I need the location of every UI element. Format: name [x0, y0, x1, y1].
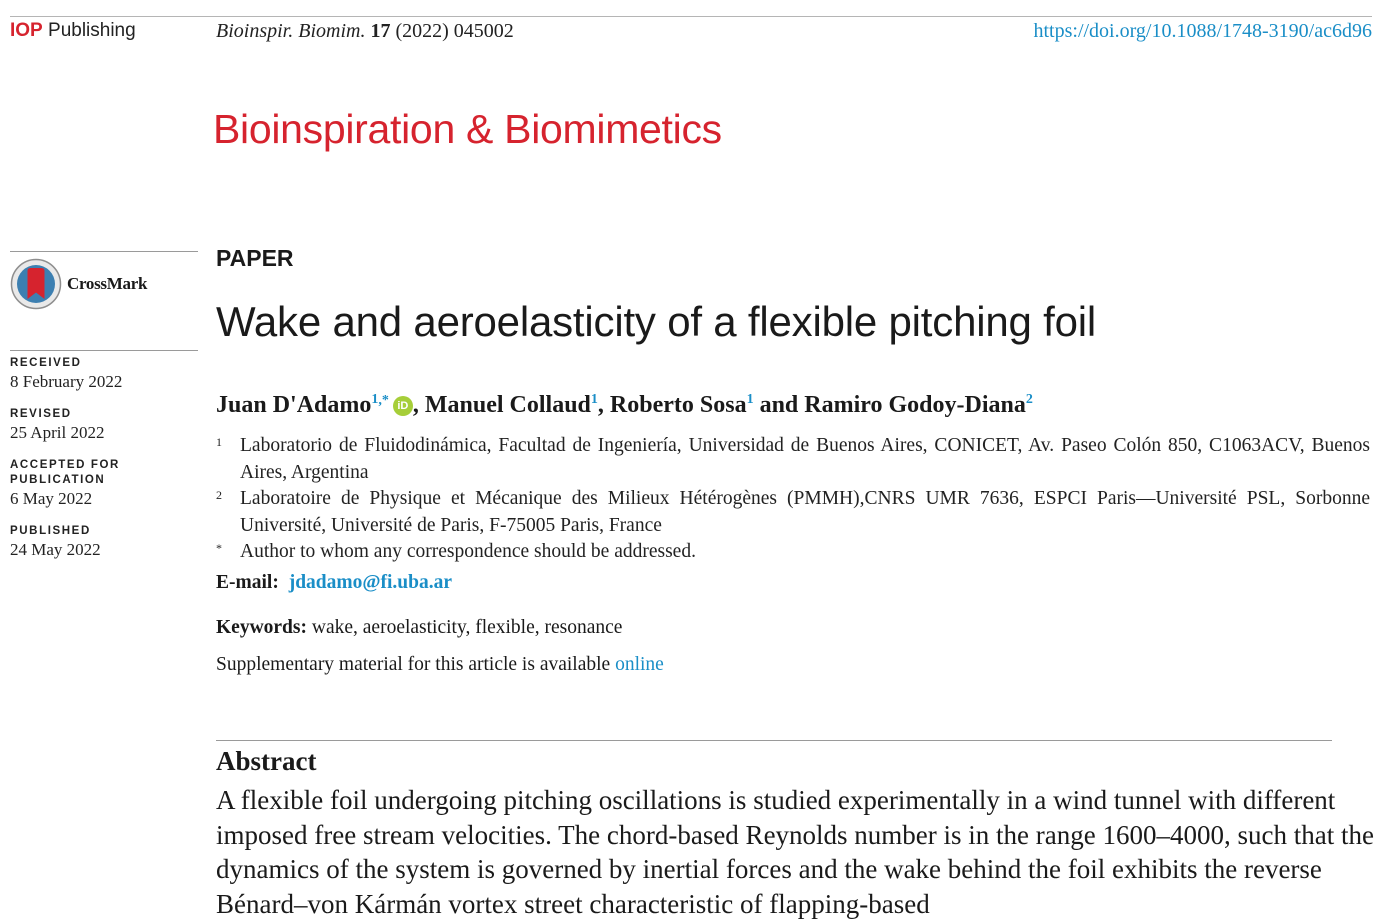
affiliation-ref[interactable]: 2	[1025, 392, 1033, 407]
history-label: RECEIVED	[10, 357, 82, 369]
publisher-text: Publishing	[48, 20, 136, 41]
affiliation-item	[216, 485, 1370, 539]
author-separator: ,	[412, 392, 425, 418]
keywords-label: Keywords:	[216, 617, 307, 638]
email-line	[216, 572, 452, 594]
supplementary-line	[216, 654, 664, 676]
affiliation-text: Laboratorio de Fluidodinámica, Facultad de Ingeniería, Universidad de Buenos Aires, CONICET, Av. Paseo Colón 850, C1063ACV, Buenos Aires, Argentina	[240, 435, 1370, 483]
affiliations	[216, 432, 1370, 564]
header-rule	[10, 16, 1372, 17]
affiliation-text: Laboratoire de Physique et Mécanique des Milieux Hétérogènes (PMMH),CNRS UMR 7636, ESPCI Paris—Université PSL, Sorbonne Université, Université de Paris, F-75005 Paris, France	[240, 488, 1370, 536]
citation-line	[216, 20, 514, 43]
history-accepted	[10, 458, 200, 510]
affiliation-item	[216, 538, 1370, 565]
affiliation-ref[interactable]: 1	[371, 392, 379, 407]
history-date: 24 May 2022	[10, 540, 101, 559]
affiliation-number: 1	[216, 435, 222, 449]
sidebar-rule-top	[10, 251, 198, 252]
publisher-mark: IOP	[10, 20, 43, 41]
history-date: 8 February 2022	[10, 372, 123, 391]
abstract-rule	[216, 740, 1332, 741]
author-name[interactable]: Roberto Sosa	[609, 392, 747, 418]
article-type: PAPER	[216, 245, 294, 271]
affiliation-number: 2	[216, 488, 222, 502]
orcid-icon[interactable]: iD	[393, 396, 413, 416]
crossmark-badge[interactable]	[10, 258, 147, 310]
corresponding-mark: ,*	[378, 393, 389, 408]
keywords-line	[216, 617, 622, 639]
email-link[interactable]: jdadamo@fi.uba.ar	[288, 572, 453, 593]
affiliation-ref[interactable]: 1	[746, 392, 754, 407]
publication-history	[10, 356, 200, 575]
article-title: Wake and aeroelasticity of a flexible pitching foil	[216, 298, 1097, 345]
history-published	[10, 524, 200, 561]
supplementary-text: Supplementary material for this article is available	[216, 654, 616, 675]
author-name[interactable]: Ramiro Godoy-Diana	[804, 392, 1026, 418]
year-article: (2022) 045002	[395, 20, 514, 42]
publisher-logo[interactable]	[10, 20, 136, 42]
history-date: 25 April 2022	[10, 423, 105, 442]
affiliation-ref[interactable]: 1	[590, 392, 598, 407]
history-label: ACCEPTED FOR PUBLICATION	[10, 459, 120, 486]
crossmark-label: CrossMark	[67, 274, 148, 293]
email-label: E-mail:	[216, 572, 279, 593]
affiliation-text: Author to whom any correspondence should be addressed.	[240, 541, 696, 562]
history-label: PUBLISHED	[10, 525, 91, 537]
journal-abbrev: Bioinspir. Biomim.	[216, 20, 366, 42]
author-name[interactable]: Juan D'Adamo	[216, 392, 372, 418]
sidebar-rule-bottom	[10, 350, 198, 351]
history-date: 6 May 2022	[10, 489, 93, 508]
history-revised	[10, 407, 200, 444]
history-received	[10, 356, 200, 393]
affiliation-number: *	[216, 541, 222, 555]
abstract-text: A flexible foil undergoing pitching oscillations is studied experimentally in a wind tunnel with different imposed free stream velocities. The chord-based Reynolds number is in the range 1600–4000, such that the dynamics of the system is governed by inertial forces and the wake behind the foil exhibits the reverse Bénard–von Kármán vortex street characteristic of flapping-based	[216, 785, 1374, 919]
affiliation-item	[216, 432, 1370, 486]
journal-name: Bioinspiration & Biomimetics	[213, 106, 722, 152]
author-separator: ,	[597, 392, 610, 418]
author-list	[216, 392, 1033, 419]
doi-link[interactable]: https://doi.org/10.1088/1748-3190/ac6d96	[1033, 20, 1372, 42]
abstract-heading: Abstract	[216, 746, 317, 776]
volume: 17	[370, 20, 391, 42]
supplementary-link[interactable]: online	[615, 654, 664, 675]
crossmark-icon	[10, 258, 62, 310]
history-label: REVISED	[10, 408, 72, 420]
author-name[interactable]: Manuel Collaud	[424, 392, 591, 418]
keywords-value: wake, aeroelasticity, flexible, resonance	[311, 617, 623, 638]
author-conjunction: and	[753, 392, 805, 418]
